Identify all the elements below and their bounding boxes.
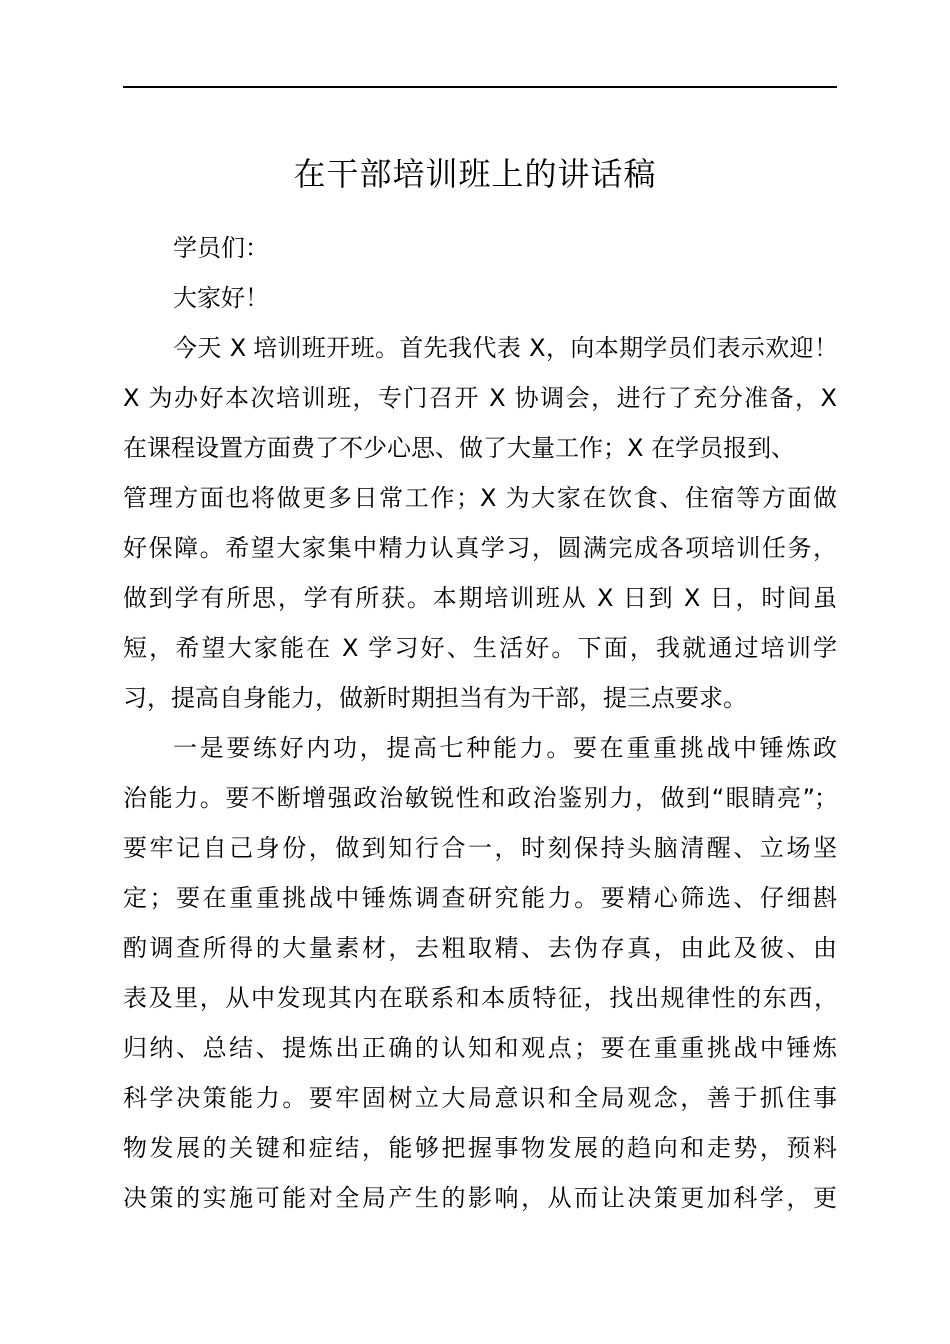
paragraph-1-line: 习，提高自身能力，做新时期担当有为干部，提三点要求。 (123, 684, 747, 712)
document-body (123, 223, 837, 1223)
greeting: 大家好！ (173, 284, 269, 312)
paragraph-2-line: 治能力。要不断增强政治敏锐性和政治鉴别力，做到“眼睛亮”； (123, 784, 837, 812)
paragraph-1-line: X 为办好本次培训班，专门召开 X 协调会，进行了充分准备，X (123, 384, 837, 412)
salutation: 学员们： (173, 234, 269, 262)
paragraph-2-line: 酌调查所得的大量素材，去粗取精、去伪存真，由此及彼、由 (123, 934, 837, 962)
paragraph-2-line: 科学决策能力。要牢固树立大局意识和全局观念，善于抓住事 (123, 1084, 837, 1112)
paragraph-1-line: 做到学有所思，学有所获。本期培训班从 X 日到 X 日，时间虽 (123, 584, 837, 612)
paragraph-1-line: 管理方面也将做更多日常工作；X 为大家在饮食、住宿等方面做 (123, 484, 837, 512)
document-title: 在干部培训班上的讲话稿 (293, 155, 657, 193)
paragraph-1-line: 短，希望大家能在 X 学习好、生活好。下面，我就通过培训学 (123, 634, 837, 662)
paragraph-2-line: 归纳、总结、提炼出正确的认知和观点；要在重重挑战中锤炼 (123, 1034, 837, 1062)
paragraph-1-line: 今天 X 培训班开班。首先我代表 X，向本期学员们表示欢迎！ (173, 334, 837, 362)
paragraph-2-line: 要牢记自己身份，做到知行合一，时刻保持头脑清醒、立场坚 (123, 834, 837, 862)
paragraph-2-line: 表及里，从中发现其内在联系和本质特征，找出规律性的东西， (123, 984, 837, 1012)
paragraph-2-line: 物发展的关键和症结，能够把握事物发展的趋向和走势，预料 (123, 1134, 837, 1162)
paragraph-2-line: 一是要练好内功，提高七种能力。要在重重挑战中锤炼政 (173, 734, 837, 762)
paragraph-1-line: 好保障。希望大家集中精力认真学习，圆满完成各项培训任务， (123, 534, 837, 562)
paragraph-1-line: 在课程设置方面费了不少心思、做了大量工作；X 在学员报到、 (123, 434, 796, 462)
paragraph-2-line: 定；要在重重挑战中锤炼调查研究能力。要精心筛选、仔细斟 (123, 884, 837, 912)
header-rule (123, 86, 837, 88)
paragraph-2-line: 决策的实施可能对全局产生的影响，从而让决策更加科学，更 (123, 1184, 837, 1212)
